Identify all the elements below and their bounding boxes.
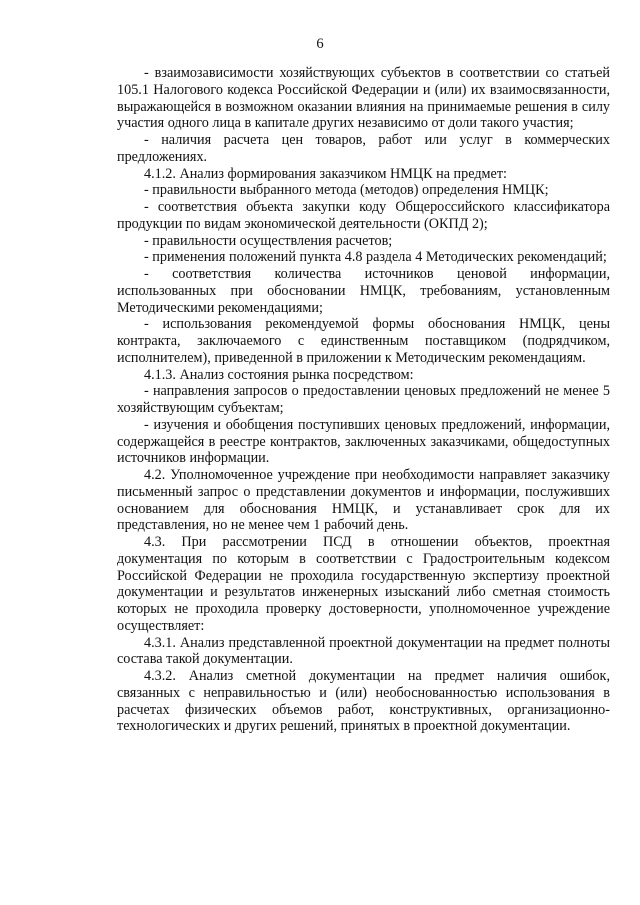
document-body (117, 65, 610, 735)
paragraph-9: - использования рекомендуемой формы обоснования НМЦК, цены контракта, заключаемого с единственным поставщиком (подрядчиком, исполнителем), приведенной в приложении к Методическим рекомендациям. (117, 316, 610, 366)
paragraph-10: 4.1.3. Анализ состояния рынка посредством: (144, 366, 414, 383)
paragraph-3: 4.1.2. Анализ формирования заказчиком НМЦК на предмет: (144, 165, 507, 182)
paragraph-14: 4.3. При рассмотрении ПСД в отношении объектов, проектная документация по которым в соответствии с Градостроительным кодексом Российской Федерации не проходила государственную экспертизу проектной документации и результатов инженерных изысканий либо сметная стоимость которых не проходила проверку достоверности, уполномоченное учреждение осуществляет: (117, 534, 610, 634)
paragraph-16: 4.3.2. Анализ сметной документации на предмет наличия ошибок, связанных с неправильностью и (или) необоснованностью использования в расчетах физических объемов работ, конструктивных, организационно-технологических и других решений, принятых в проектной документации. (117, 668, 610, 735)
paragraph-6: - правильности осуществления расчетов; (144, 232, 393, 249)
paragraph-12: - изучения и обобщения поступивших ценовых предложений, информации, содержащейся в реестре контрактов, заключенных заказчиками, общедоступных источников информации. (117, 416, 610, 467)
paragraph-4: - правильности выбранного метода (методов) определения НМЦК; (144, 182, 549, 199)
paragraph-2: - наличия расчета цен товаров, работ или услуг в коммерческих предложениях. (117, 132, 610, 165)
paragraph-15: 4.3.1. Анализ представленной проектной документации на предмет полноты состава такой документации. (117, 634, 610, 668)
paragraph-13: 4.2. Уполномоченное учреждение при необходимости направляет заказчику письменный запрос о представлении документов и информации, послуживших основанием для обоснования НМЦК, и устанавливает срок для их представления, но не менее чем 1 рабочий день. (117, 467, 610, 534)
paragraph-8: - соответствия количества источников ценовой информации, использованных при обосновании НМЦК, требованиям, установленным Методическими рекомендациями; (117, 266, 610, 316)
paragraph-5: - соответствия объекта закупки коду Общероссийского классификатора продукции по видам экономической деятельности (ОКПД 2); (117, 199, 610, 232)
page-number: 6 (316, 36, 324, 52)
paragraph-11: - направления запросов о предоставлении ценовых предложений не менее 5 хозяйствующим субъектам; (117, 383, 610, 416)
paragraph-7: - применения положений пункта 4.8 раздела 4 Методических рекомендаций; (144, 249, 607, 266)
paragraph-1: - взаимозависимости хозяйствующих субъектов в соответствии со статьей 105.1 Налогового кодекса Российской Федерации и (или) их взаимосвязанности, выражающейся в возможном оказании влияния на принимаемые решения в силу участия одного лица в капитале других независимо от доли такого участия; (117, 65, 610, 132)
